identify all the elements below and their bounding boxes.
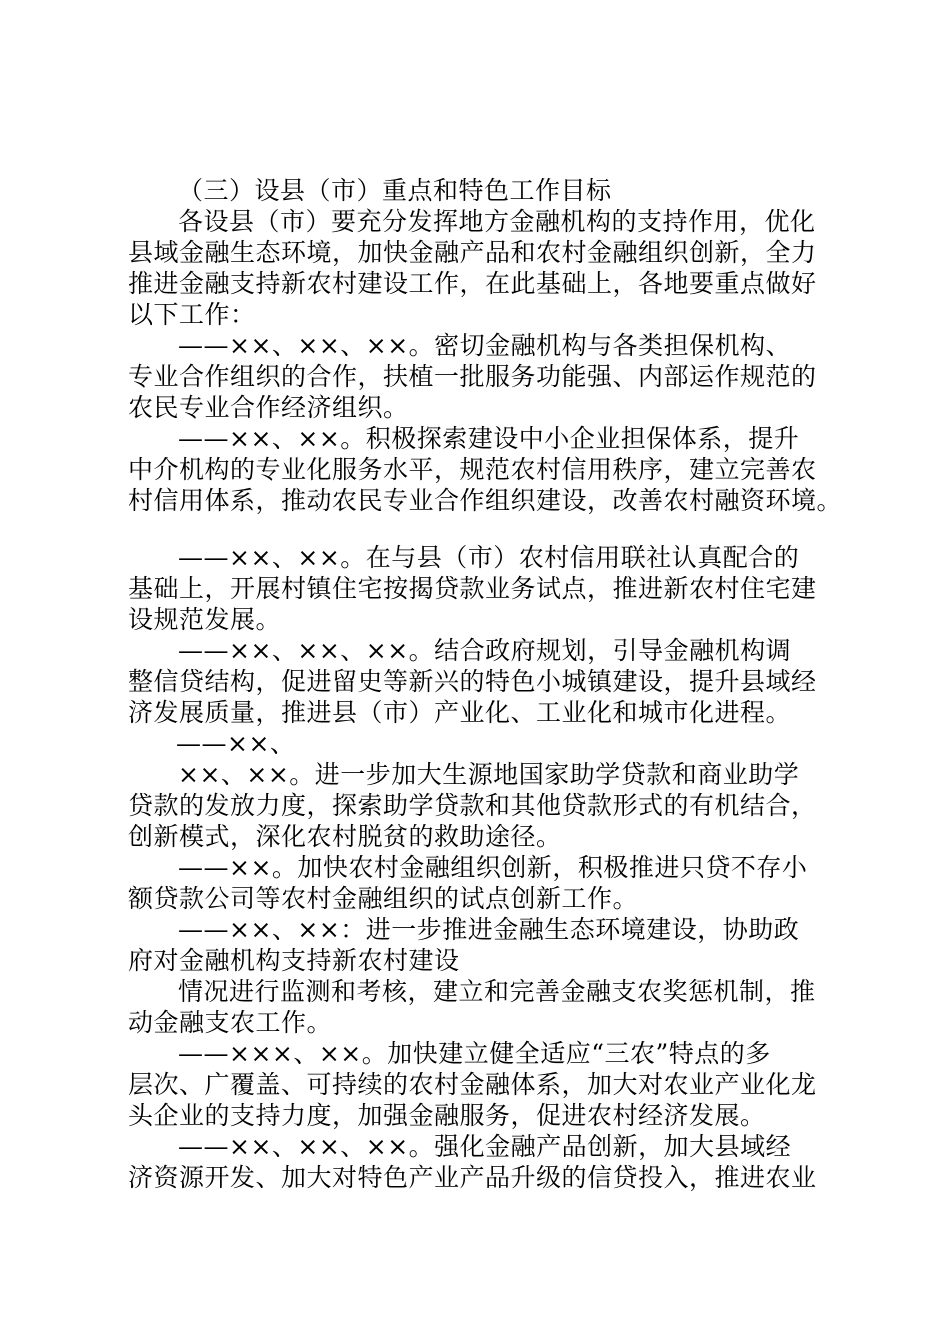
paragraph-line: 整信贷结构，促进留史等新兴的特色小城镇建设，提升县域经 [128,667,817,696]
paragraph-line: ——××、××。在与县（市）农村信用联社认真配合的 [178,543,800,572]
paragraph-line: ——××、××。积极探索建设中小企业担保体系，提升 [178,424,800,453]
paragraph-line: 县域金融生态环境，加快金融产品和农村金融组织创新，全力 [128,238,817,267]
paragraph-line: 贷款的发放力度，探索助学贷款和其他贷款形式的有机结合， [128,791,817,820]
paragraph-line: ——××、××、××。强化金融产品创新，加大县域经 [178,1132,792,1161]
paragraph-line: 头企业的支持力度，加强金融服务，促进农村经济发展。 [128,1101,766,1130]
paragraph-line: 额贷款公司等农村金融组织的试点创新工作。 [128,884,639,913]
paragraph-line: 创新模式，深化农村脱贫的救助途径。 [128,822,562,851]
paragraph-line: 中介机构的专业化服务水平，规范农村信用秩序，建立完善农 [128,455,817,484]
paragraph-line: 以下工作： [128,300,256,329]
paragraph-line: 农民专业合作经济组织。 [128,393,409,422]
paragraph-line: 基础上，开展村镇住宅按揭贷款业务试点，推进新农村住宅建 [128,574,817,603]
paragraph-line: ——××、××：进一步推进金融生态环境建设，协助政 [178,915,800,944]
paragraph-line: 济发展质量，推进县（市）产业化、工业化和城市化进程。 [128,698,792,727]
paragraph-line: ——××。加快农村金融组织创新，积极推进只贷不存小 [178,853,808,882]
paragraph-line: 推进金融支持新农村建设工作，在此基础上，各地要重点做好 [128,269,817,298]
paragraph-line: ——××、 [176,729,296,758]
paragraph-line: 情况进行监测和考核，建立和完善金融支农奖惩机制，推 [178,977,816,1006]
paragraph-line: ——××、××、××。密切金融机构与各类担保机构、 [178,331,792,360]
paragraph-line: 设规范发展。 [128,605,282,634]
paragraph-line: 专业合作组织的合作，扶植一批服务功能强、内部运作规范的 [128,362,817,391]
paragraph-line: ——×××、××。加快建立健全适应“三农”特点的多 [178,1039,771,1068]
paragraph-line: ××、××。进一步加大生源地国家助学贷款和商业助学 [178,760,800,789]
paragraph-line: 府对金融机构支持新农村建设 [128,946,460,975]
paragraph-line: 层次、广覆盖、可持续的农村金融体系，加大对农业产业化龙 [128,1070,817,1099]
section-heading: （三）设县（市）重点和特色工作目标 [178,176,612,205]
paragraph-line: 动金融支农工作。 [128,1008,333,1037]
paragraph-line: 村信用体系，推动农民专业合作组织建设，改善农村融资环境。 [128,486,843,515]
paragraph-line: 各设县（市）要充分发挥地方金融机构的支持作用，优化 [178,207,816,236]
paragraph-line: 济资源开发、加大对特色产业产品升级的信贷投入，推进农业 [128,1163,817,1192]
paragraph-line: ——××、××、××。结合政府规划，引导金融机构调 [178,636,792,665]
